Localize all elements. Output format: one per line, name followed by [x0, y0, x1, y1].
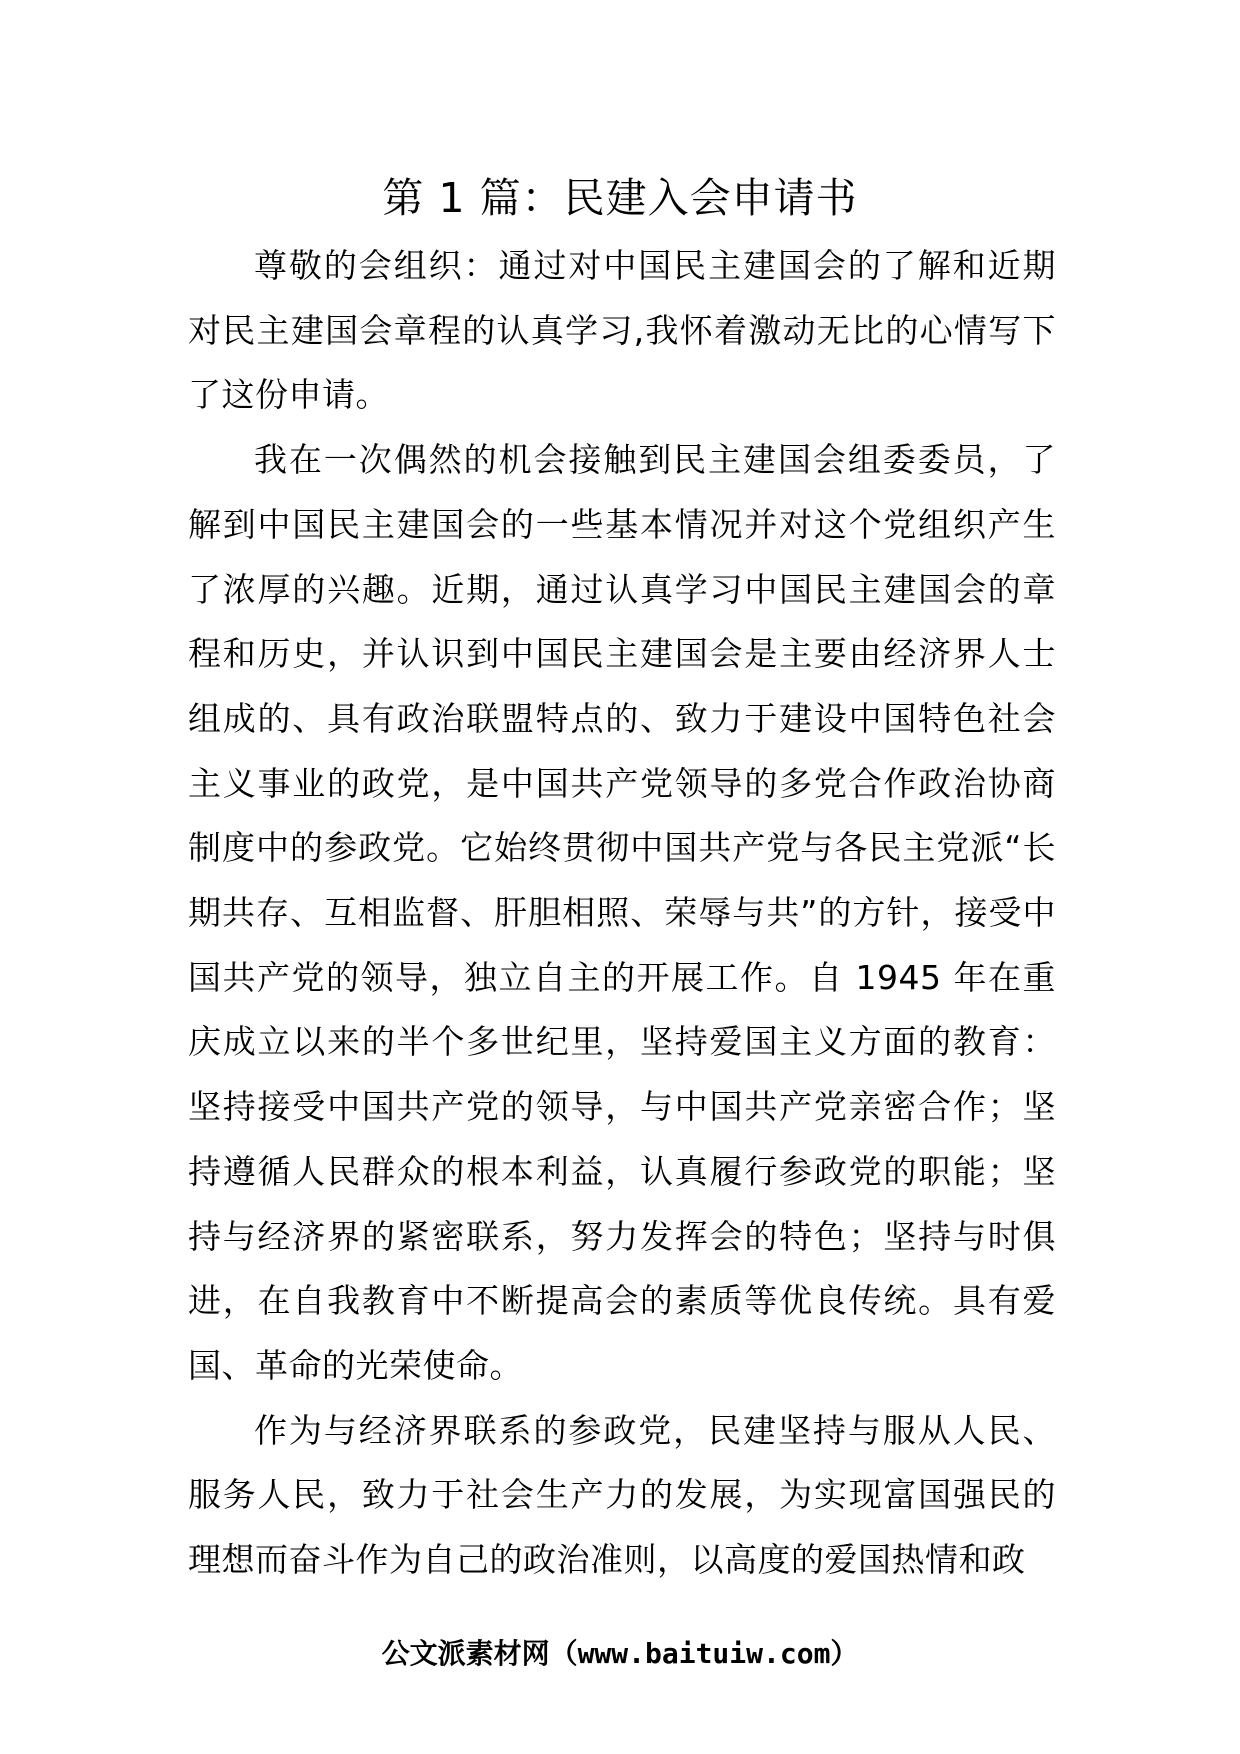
paragraph-1: 尊敬的会组织：通过对中国民主建国会的了解和近期对民主建国会章程的认真学习,我怀着激动无比的心情写下了这份申请。: [188, 246, 1056, 415]
paragraph-2: 我在一次偶然的机会接触到民主建国会组委委员，了解到中国民主建国会的一些基本情况并对这个党组织产生了浓厚的兴趣。近期，通过认真学习中国民主建国会的章程和历史，并认识到中国民主建国会是主要由经济界人士组成的、具有政治联盟特点的、致力于建设中国特色社会主义事业的政党，是中国共产党领导的多党合作政治协商制度中的参政党。它始终贯彻中国共产党与各民主党派“长期共存、互相监督、肝胆相照、荣辱与共”的方针，接受中国共产党的领导，独立自主的开展工作。自 1945 年在重庆成立以来的半个多世纪里，坚持爱国主义方面的教育：坚持接受中国共产党的领导，与中国共产党亲密合作；坚持遵循人民群众的根本利益，认真履行参政党的职能；坚持与经济界的紧密联系，努力发挥会的特色；坚持与时俱进，在自我教育中不断提高会的素质等优良传统。具有爱国、革命的光荣使命。: [188, 440, 1056, 1385]
document-body: [188, 234, 1056, 1593]
paragraph-3: 作为与经济界联系的参政党，民建坚持与服从人民、服务人民，致力于社会生产力的发展，为实现富国强民的理想而奋斗作为自己的政治准则，以高度的爱国热情和政: [188, 1410, 1056, 1580]
document-title: 第 1 篇：民建入会申请书: [382, 174, 858, 222]
footer-watermark: 公文派素材网（www.baituiw.com）: [381, 1637, 859, 1670]
